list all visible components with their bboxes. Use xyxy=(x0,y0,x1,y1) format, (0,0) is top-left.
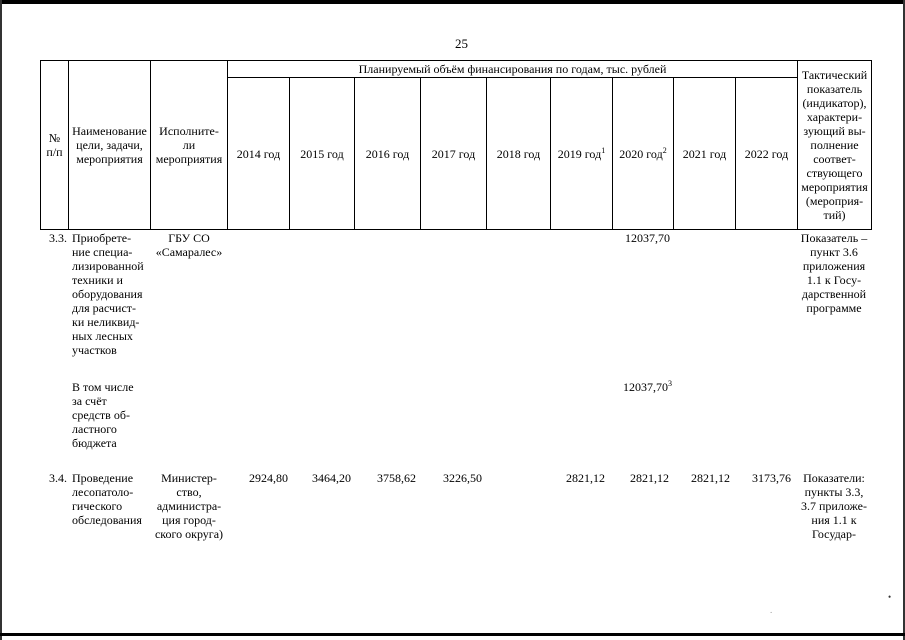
row-3-4-executor: Министер- ство, администра- ция город- ского округа) xyxy=(154,471,224,541)
scan-speck: • xyxy=(888,592,892,602)
table-header xyxy=(40,60,872,230)
row-3-3-indicator: Показатель – пункт 3.6 приложения 1.1 к Госу- дарственной программе xyxy=(800,231,868,315)
scan-left-edge xyxy=(0,0,2,640)
header-num: № п/п xyxy=(41,61,69,230)
row-3-4-name: Проведение лесопатоло- гического обследования xyxy=(72,471,142,527)
row-3-4-indicator: Показатели: пункты 3.3, 3.7 приложе- ния 1.1 к Государ- xyxy=(801,471,867,541)
header-year-2015: 2015 год xyxy=(290,78,355,230)
scan-speck: . xyxy=(770,605,773,615)
header-year-2021: 2021 год xyxy=(674,78,736,230)
row-3-3-2020: 12037,70 xyxy=(625,231,670,245)
row-regional-budget-2020: 12037,70$^3$ xyxy=(623,379,672,394)
row-3-4-2021: 2821,12 xyxy=(691,471,730,485)
row-3-4-2015: 3464,20 xyxy=(312,471,351,485)
scan-top-border xyxy=(0,0,905,4)
header-executor: Исполните- ли мероприятия xyxy=(151,61,228,230)
header-indicator: Тактический показатель (индикатор), характери- зующий вы- полнение соответ- ствующего мероприятия (мероприя- тий) xyxy=(798,61,872,230)
header-financing: Планируемый объём финансирования по годам, тыс. рублей xyxy=(228,61,798,78)
header-year-2014: 2014 год xyxy=(228,78,290,230)
header-year-2022: 2022 год xyxy=(736,78,798,230)
row-regional-budget-name: В том числе за счёт средств об- ластного бюджета xyxy=(72,380,134,450)
row-3-4-2022: 3173,76 xyxy=(752,471,791,485)
header-year-2019: 2019 год$^1$ xyxy=(551,78,613,230)
header-year-2018: 2018 год xyxy=(487,78,551,230)
row-3-4-num: 3.4. xyxy=(49,471,67,485)
row-3-3-executor: ГБУ СО «Самаралес» xyxy=(155,231,223,259)
row-3-4-2016: 3758,62 xyxy=(377,471,416,485)
row-3-3-name: Приобрете- ние специа- лизированной техники и оборудования для расчист- ки неликвид- ных лесных участков xyxy=(72,231,144,357)
row-3-4-2014: 2924,80 xyxy=(249,471,288,485)
row-3-4-2020: 2821,12 xyxy=(630,471,669,485)
row-3-4-2019: 2821,12 xyxy=(566,471,605,485)
row-3-4-2017: 3226,50 xyxy=(443,471,482,485)
header-name: Наименование цели, задачи, мероприятия xyxy=(69,61,151,230)
header-year-2017: 2017 год xyxy=(421,78,487,230)
row-3-3-num: 3.3. xyxy=(49,231,67,245)
page-number: 25 xyxy=(455,36,468,51)
header-year-2020: 2020 год$^2$ xyxy=(613,78,674,230)
header-year-2016: 2016 год xyxy=(355,78,421,230)
scan-bottom-border xyxy=(0,633,905,636)
